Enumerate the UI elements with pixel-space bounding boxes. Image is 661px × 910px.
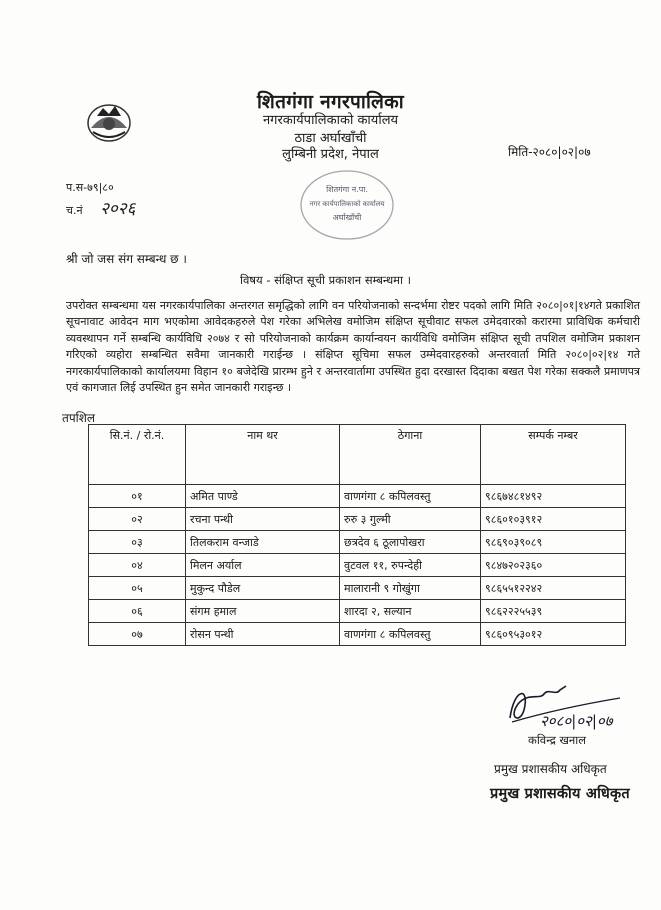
cell-contact: ९८४७२०२३६० — [481, 554, 626, 577]
office-location: ठाडा अर्घाखाँची — [294, 131, 367, 146]
signatory-name: कविन्द्र खनाल — [528, 733, 587, 747]
cell-address: छत्रदेव ६ ठूलापोखरा — [340, 531, 481, 554]
cell-name: मिलन अर्याल — [186, 554, 340, 577]
table-row — [89, 508, 626, 531]
table-header-row — [89, 425, 626, 485]
details-heading: तपशिल — [62, 411, 96, 425]
office-name: नगरकार्यपालिकाको कार्यालय — [262, 113, 399, 128]
handwritten-signature — [500, 678, 660, 738]
cell-address: रुरु ३ गुल्मी — [340, 508, 481, 531]
letter-body: उपरोक्त सम्बन्धमा यस नगरकार्यपालिका अन्तरगत समृद्धिको लागि वन परियोजनाको सन्दर्भमा रोष्टर पदको लागि मिति २०८०|०१|१४गते प्रकाशित सूचनावाट आवेदन माग भएकोमा आवेदकहरुले पेश गरेका अभिलेख वमोजिम संक्षिप्त सूचीवाट सफल उमेदवारको करारमा प्राविधिक कर्मचारी व्यवस्थापन गर्ने सम्बन्धि कार्यविधि २०७४ र सो परियोजनाको कार्यक्रम कार्यान्वयन कार्यविधि वमोजिम संक्षिप्त सूची तपशिल वमोजिम प्रकाशन गरिएको व्यहोरा सम्बन्धित सवैमा जानकारी गराईन्छ । संक्षिप्त सूचिमा सफल उम्मेदवारहरुको अन्तरवार्ता मिति २०८०|०२|१४ गते नगरकार्यपालिकाको कार्यालयमा विहान १० बजेदेखि प्रारम्भ हुने र अन्तरवार्तामा उपस्थित हुदा दरखास्त दिदाका बखत पेश गरेका सक्कलै प्रमाणपत्र एवं कागजात लिई उपस्थित हुन समेत जानकारी गराइन्छ । — [66, 299, 640, 395]
letter-date: मिति-२०८०|०२|०७ — [508, 145, 591, 159]
table-row — [89, 623, 626, 646]
cell-name: रोसन पन्थी — [186, 623, 340, 646]
table-row — [89, 485, 626, 508]
letter-ps-number: प.स-७९|८० — [66, 181, 114, 194]
table-row — [89, 577, 626, 600]
cell-serial: ०४ — [89, 554, 186, 577]
signatory-stamp: प्रमुख प्रशासकीय अधिकृत — [490, 786, 630, 802]
cell-contact: ९८६९०३९०८९ — [481, 531, 626, 554]
cell-address: शारदा २, सल्यान — [340, 600, 481, 623]
candidate-table — [88, 424, 626, 646]
cell-serial: ०५ — [89, 577, 186, 600]
col-header-serial: सि.नं. / रो.नं. — [89, 425, 186, 485]
cell-name: अमित पाण्डे — [186, 485, 340, 508]
cell-address: मालारानी ९ गोखुंगा — [340, 577, 481, 600]
office-stamp — [298, 168, 396, 242]
cell-serial: ०७ — [89, 623, 186, 646]
cell-contact: ९८६२२२५५३९ — [481, 600, 626, 623]
office-stamp-line2: नगर कार्यपालिकाको कार्यालय — [309, 200, 385, 208]
cell-serial: ०३ — [89, 531, 186, 554]
col-header-address: ठेगाना — [340, 425, 481, 485]
cell-name: मुकुन्द पौडेल — [186, 577, 340, 600]
cell-contact: ९८६५५१२२४२ — [481, 577, 626, 600]
cell-serial: ०२ — [89, 508, 186, 531]
cell-name: संगम हमाल — [186, 600, 340, 623]
cell-contact: ९८६०९५३०१२ — [481, 623, 626, 646]
signature-date: २०८०|०२|०७ — [540, 712, 613, 730]
table-row — [89, 531, 626, 554]
cell-contact: ९८६७४८१४९२ — [481, 485, 626, 508]
cell-name: तिलकराम वन्जाडे — [186, 531, 340, 554]
signatory-title: प्रमुख प्रशासकीय अधिकृत — [494, 762, 607, 776]
col-header-name: नाम थर — [186, 425, 340, 485]
cell-address: वुटवल ११, रुपन्देही — [340, 554, 481, 577]
cell-serial: ०१ — [89, 485, 186, 508]
cell-serial: ०६ — [89, 600, 186, 623]
dispatch-number — [66, 196, 135, 219]
cell-address: वाणगंगा ८ कपिलवस्तु — [340, 485, 481, 508]
office-stamp-line3: अर्घाखाँची — [332, 213, 362, 222]
dispatch-number-value: २०२६ — [100, 199, 136, 219]
col-header-contact: सम्पर्क नम्बर — [481, 425, 626, 485]
cell-contact: ९८६०१०३९१२ — [481, 508, 626, 531]
cell-name: रचना पन्थी — [186, 508, 340, 531]
table-row — [89, 600, 626, 623]
subject-line: विषय - संक्षिप्त सूची प्रकाशन सम्बन्धमा । — [240, 273, 412, 287]
office-stamp-line1: शितगंगा न.पा. — [326, 185, 368, 194]
dispatch-number-label: च.नं — [66, 204, 83, 217]
salutation: श्री जो जस संग सम्बन्ध छ । — [66, 252, 187, 266]
table-row — [89, 554, 626, 577]
office-province: लुम्बिनी प्रदेश, नेपाल — [282, 147, 379, 162]
cell-address: वाणगंगा ८ कपिलवस्तु — [340, 623, 481, 646]
municipality-title: शितगंगा नगरपालिका — [257, 91, 404, 113]
